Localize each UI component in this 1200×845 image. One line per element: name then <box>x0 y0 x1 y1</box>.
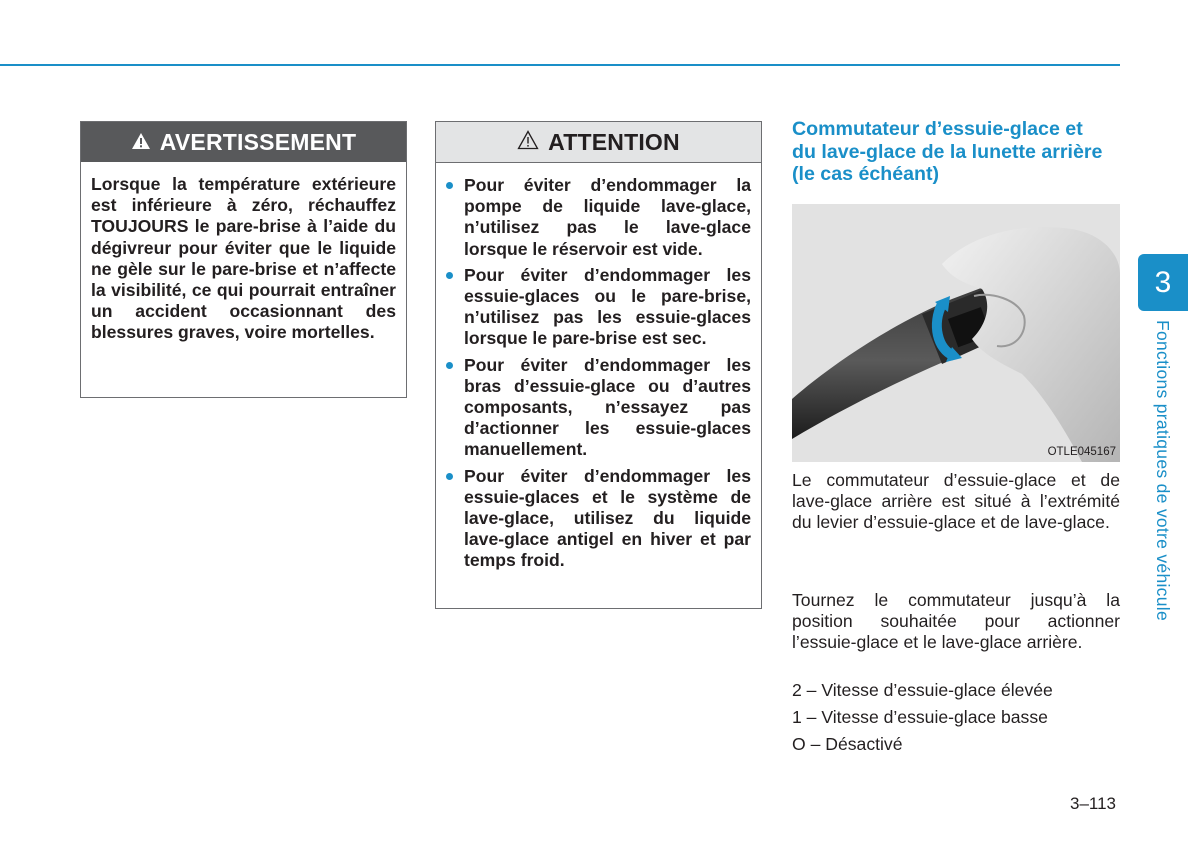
chapter-title: Fonctions pratiques de votre véhicule <box>1153 320 1173 621</box>
attention-box <box>435 121 762 609</box>
warning-title: AVERTISSEMENT <box>159 128 357 155</box>
attention-header <box>436 122 761 163</box>
attention-title: ATTENTION <box>548 128 680 155</box>
bullet-icon <box>446 272 453 279</box>
bullet-icon <box>446 182 453 189</box>
section-heading: Commutateur d’essuie-glace et du lave-glace de la lunette arrière (le cas échéant) <box>792 118 1103 186</box>
wiper-lever-drawing <box>792 204 1120 462</box>
position-low-speed: 1 – Vitesse d’essuie-glace basse <box>792 707 1048 727</box>
list-item: Pour éviter d’endommager les essuie-glaces ou le pare-brise, n’utilisez pas les essuie-glaces lorsque le pare-brise est sec. <box>464 265 751 350</box>
warning-triangle-outline-icon <box>517 129 539 156</box>
bullet-icon <box>446 362 453 369</box>
chapter-tab <box>1138 254 1188 311</box>
list-item: Pour éviter d’endommager les bras d’essuie-glace ou d’autres composants, n’essayez pas d’actionner les essuie-glaces manuellement. <box>464 355 751 461</box>
warning-header <box>81 122 406 162</box>
warning-box <box>80 121 407 398</box>
position-off: O – Désactivé <box>792 734 903 754</box>
bullet-icon <box>446 473 453 480</box>
paragraph-location: Le commutateur d’essuie-glace et de lave-glace arrière est situé à l’extrémité du levier d’essuie-glace et de lave-glace. <box>792 470 1120 533</box>
warning-triangle-icon <box>131 129 151 156</box>
list-item: Pour éviter d’endommager les essuie-glaces et le système de lave-glace, utilisez du liquide lave-glace antigel en hiver et par temps froid. <box>464 466 751 572</box>
attention-list <box>436 163 761 572</box>
paragraph-instruction: Tournez le commutateur jusqu’à la position souhaitée pour actionner l’essuie-glace et le lave-glace arrière. <box>792 590 1120 653</box>
list-item: Pour éviter d’endommager la pompe de liquide lave-glace, n’utilisez pas le lave-glace lorsque le réservoir est vide. <box>464 175 751 260</box>
position-high-speed: 2 – Vitesse d’essuie-glace élevée <box>792 680 1053 700</box>
page-number: 3–113 <box>1069 794 1116 813</box>
image-code: OTLE045167 <box>1047 446 1116 458</box>
warning-body: Lorsque la température extérieure est inférieure à zéro, réchauffez TOUJOURS le pare-brise à l’aide du dégivreur pour éviter que le liquide ne gèle sur le pare-brise et n’affecte la visibilité, ce qui pourrait entraîner un accident occasionnant des blessures graves, voire mortelles. <box>91 174 396 343</box>
wiper-switch-illustration <box>792 204 1120 462</box>
chapter-number: 3 <box>1154 265 1172 299</box>
header-rule <box>0 64 1120 66</box>
